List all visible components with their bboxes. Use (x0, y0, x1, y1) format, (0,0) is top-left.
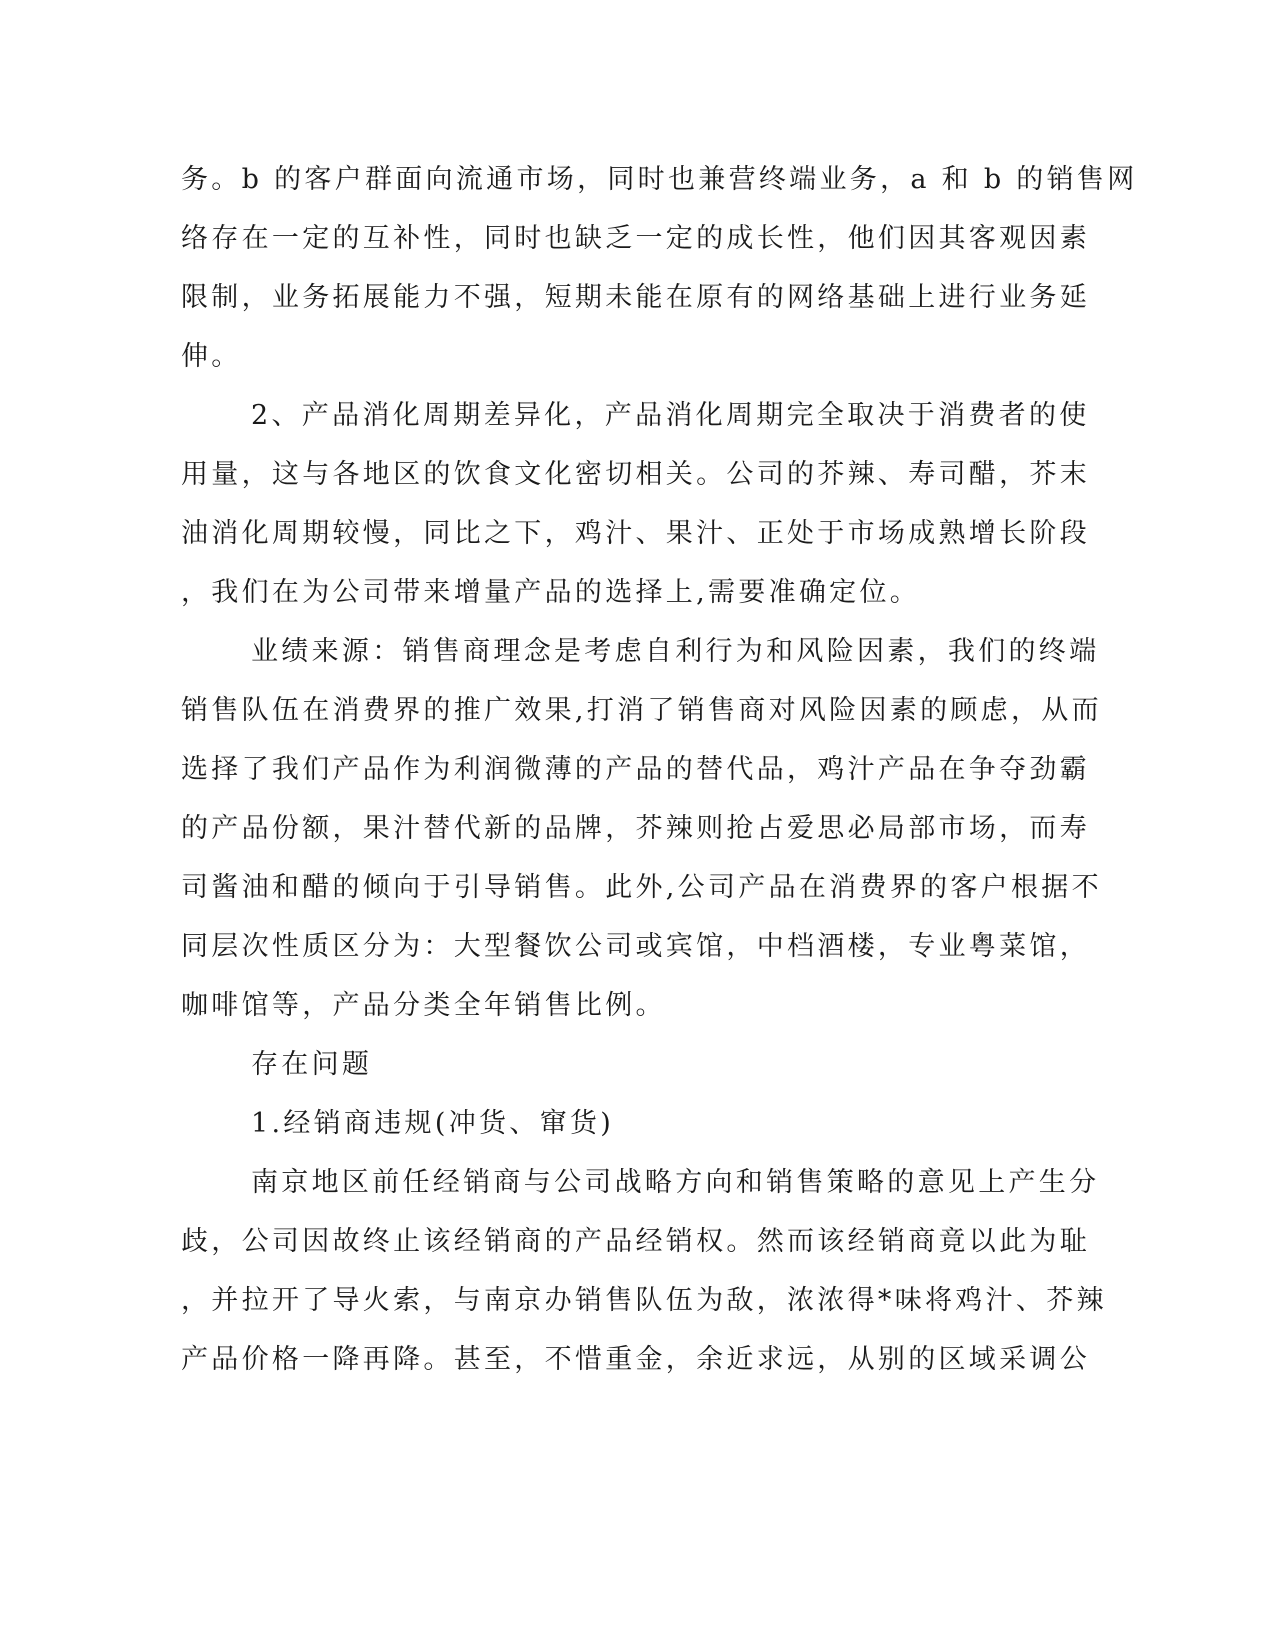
text-line: 络存在一定的互补性，同时也缺乏一定的成长性，他们因其客观因素 (181, 223, 1090, 254)
text-line: 限制，业务拓展能力不强，短期未能在原有的网络基础上进行业务延 (181, 282, 1090, 313)
paragraph-first-line: 业绩来源：销售商理念是考虑自利行为和风险因素，我们的终端 (251, 636, 1100, 667)
text-line: 歧，公司因故终止该经销商的产品经销权。然而该经销商竟以此为耻 (181, 1226, 1090, 1257)
subsection-heading: 1.经销商违规(冲货、窜货) (251, 1108, 615, 1139)
paragraph-first-line: 南京地区前任经销商与公司战略方向和销售策略的意见上产生分 (251, 1167, 1100, 1198)
text-line: ，并拉开了导火索，与南京办销售队伍为敌，浓浓得*味将鸡汁、芥辣 (181, 1285, 1107, 1316)
text-line: 用量，这与各地区的饮食文化密切相关。公司的芥辣、寿司醋，芥末 (181, 459, 1090, 490)
text-line: 务。b 的客户群面向流通市场，同时也兼营终端业务，a 和 b 的销售网 (181, 164, 1138, 195)
paragraph-first-line: 2、产品消化周期差异化，产品消化周期完全取决于消费者的使 (251, 400, 1090, 431)
text-line: 伸。 (181, 341, 242, 372)
text-line: 咖啡馆等，产品分类全年销售比例。 (181, 990, 666, 1021)
text-line: 销售队伍在消费界的推广效果,打消了销售商对风险因素的顾虑，从而 (181, 695, 1102, 726)
text-line: 司酱油和醋的倾向于引导销售。此外,公司产品在消费界的客户根据不 (181, 872, 1102, 903)
text-line: 产品价格一降再降。甚至，不惜重金，余近求远，从别的区域采调公 (181, 1344, 1090, 1375)
text-line: ，我们在为公司带来增量产品的选择上,需要准确定位。 (181, 577, 921, 608)
text-line: 油消化周期较慢，同比之下，鸡汁、果汁、正处于市场成熟增长阶段 (181, 518, 1090, 549)
text-line: 选择了我们产品作为利润微薄的产品的替代品，鸡汁产品在争夺劲霸 (181, 754, 1090, 785)
text-line: 同层次性质区分为：大型餐饮公司或宾馆，中档酒楼，专业粤菜馆， (181, 931, 1090, 962)
text-line: 的产品份额，果汁替代新的品牌，芥辣则抢占爱思必局部市场，而寿 (181, 813, 1090, 844)
section-heading: 存在问题 (251, 1049, 373, 1080)
